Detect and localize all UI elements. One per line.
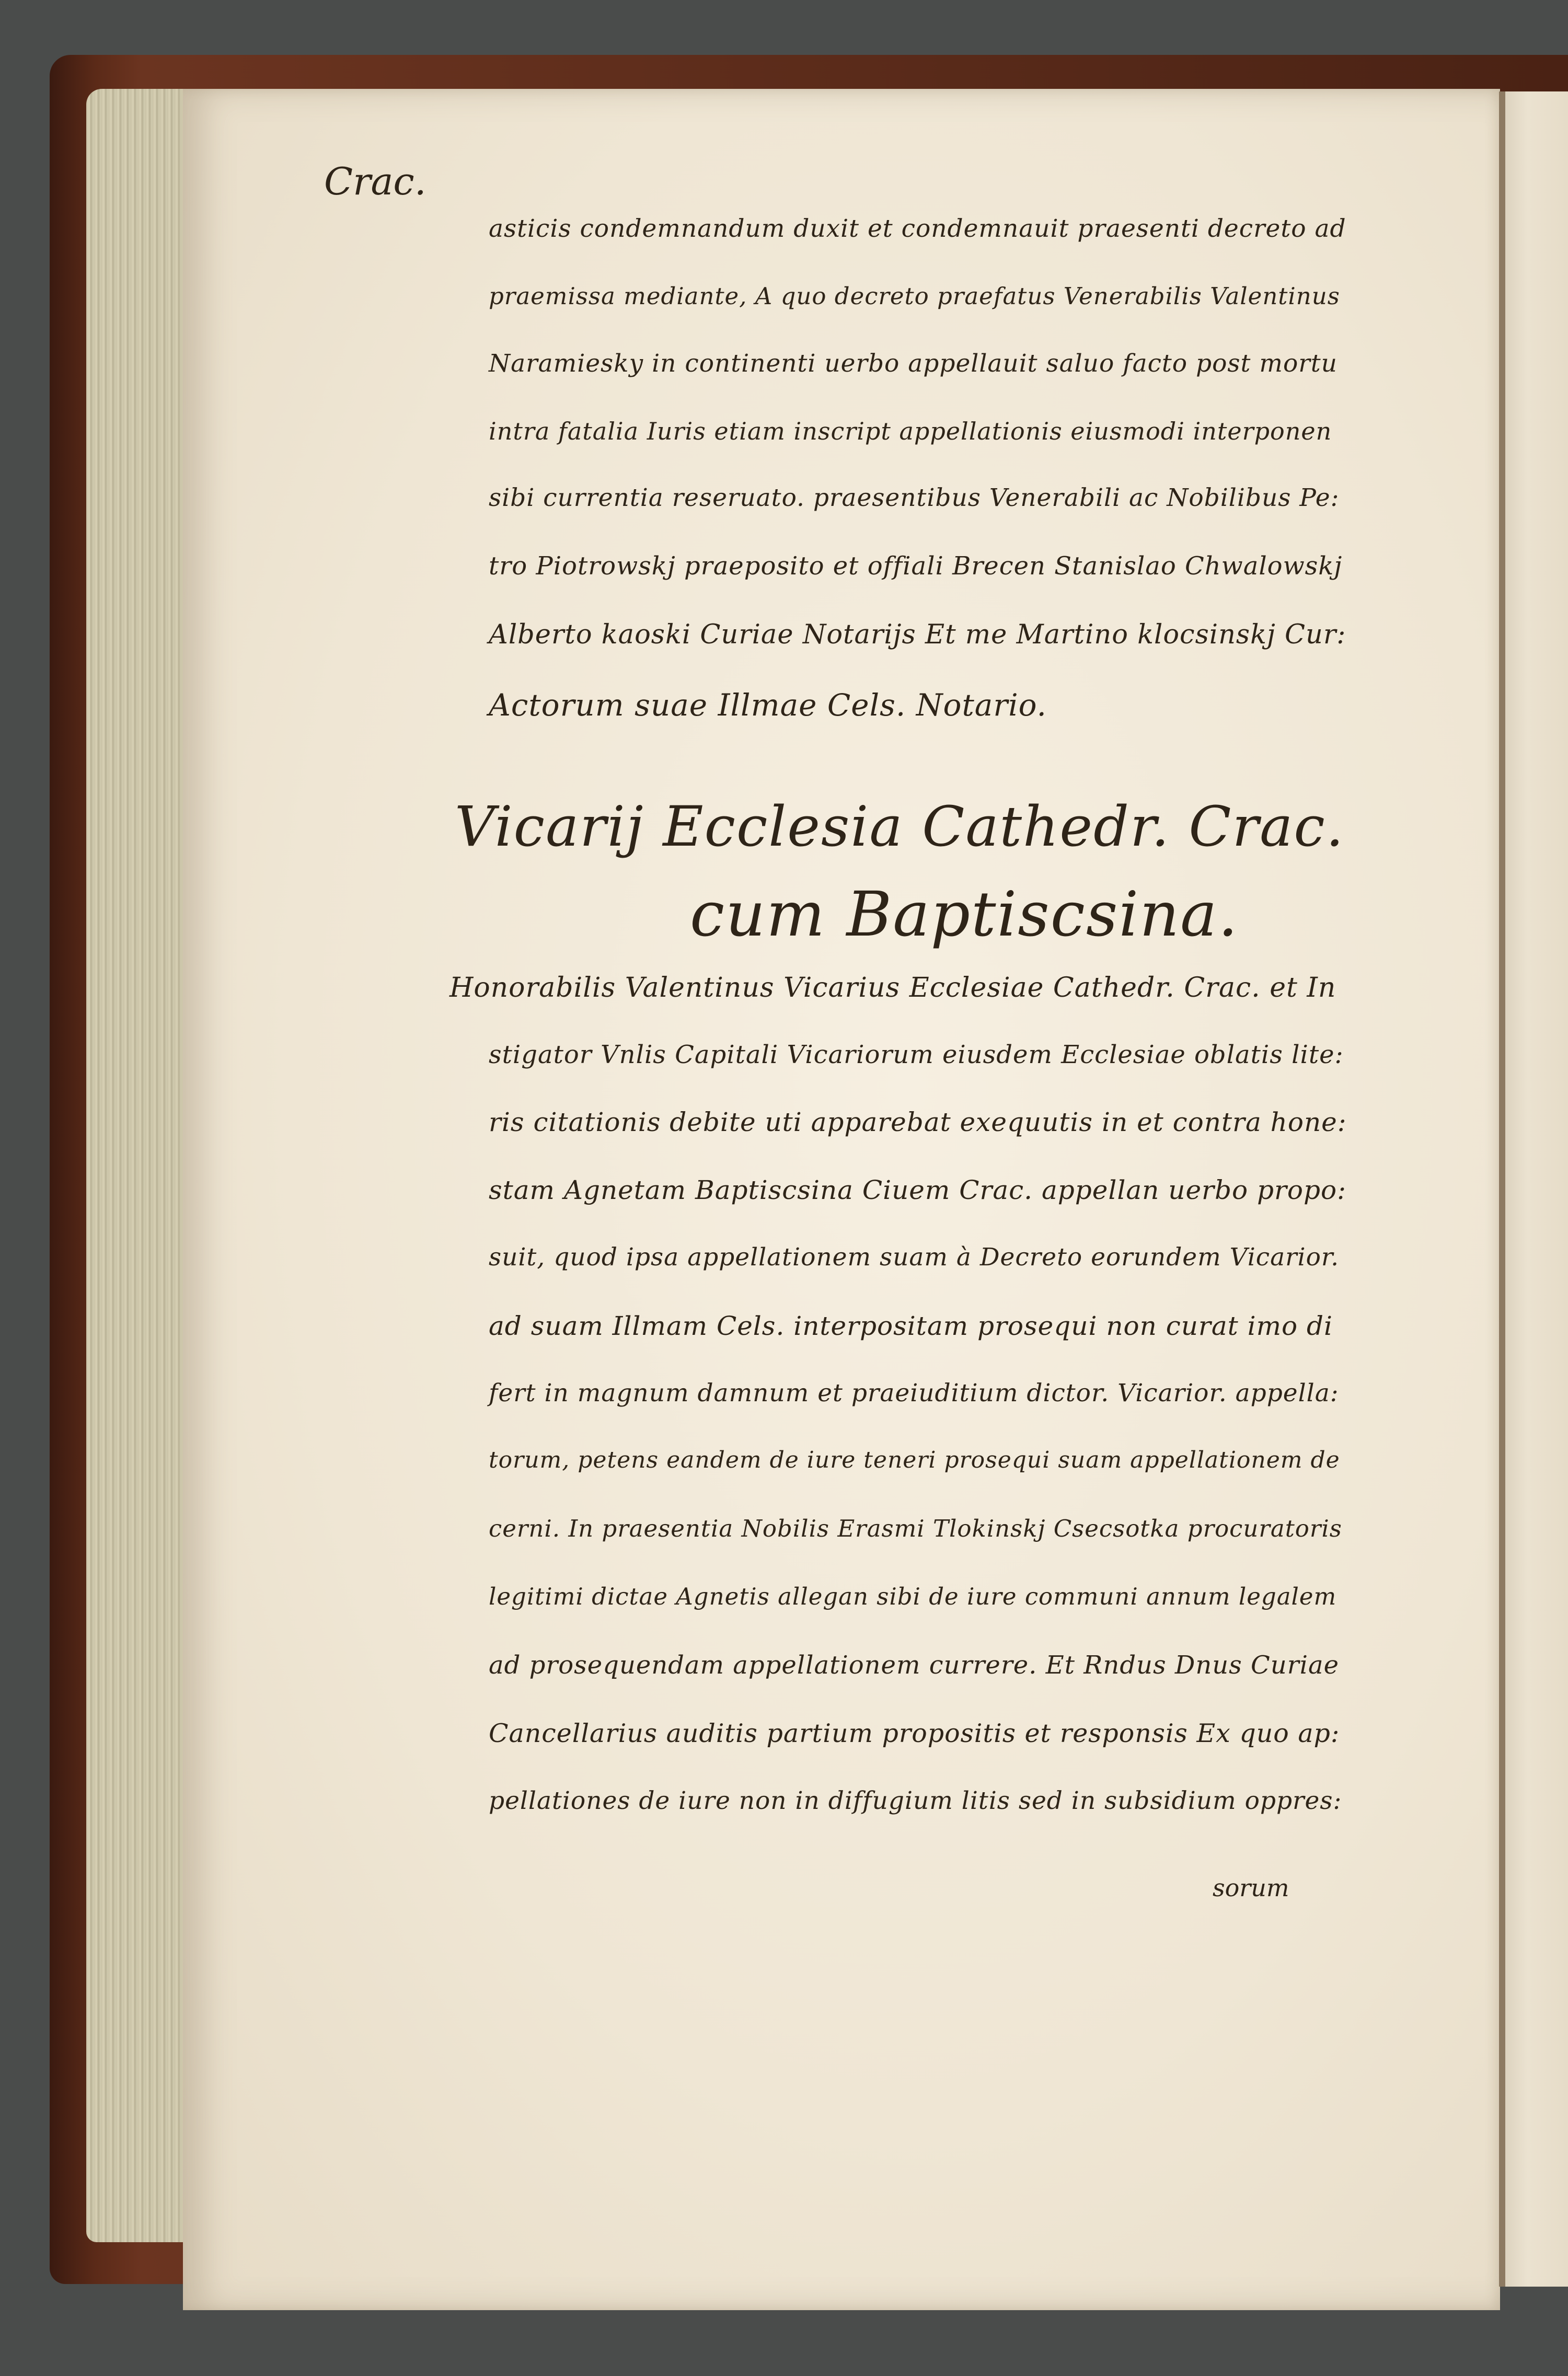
- section-subheading: cum Baptiscsina.: [690, 878, 1239, 950]
- corner-label: Crac.: [324, 159, 426, 203]
- text-line: Honorabilis Valentinus Vicarius Ecclesiae Cathedr. Crac. et In: [449, 972, 1336, 1004]
- text-line: intra fatalia Iuris etiam inscript appellationis eiusmodi interponen: [489, 417, 1332, 445]
- text-line: torum, petens eandem de iure teneri prosequi suam appellationem de: [489, 1447, 1340, 1473]
- text-line: Cancellarius auditis partium propositis et responsis Ex quo ap:: [489, 1718, 1340, 1748]
- text-line: sibi currentia reseruato. praesentibus Venerabili ac Nobilibus Pe:: [489, 483, 1340, 512]
- text-line: Alberto kaoski Curiae Notarijs Et me Martino klocsinskj Cur:: [489, 619, 1346, 650]
- text-line: suit, quod ipsa appellationem suam à Decreto eorundem Vicarior.: [489, 1243, 1340, 1272]
- text-line: legitimi dictae Agnetis allegan sibi de iure communi annum legalem: [489, 1583, 1337, 1610]
- text-line: stigator Vnlis Capitali Vicariorum eiusdem Ecclesiae oblatis lite:: [489, 1040, 1344, 1069]
- page-gutter: [1499, 91, 1505, 2287]
- text-line: fert in magnum damnum et praeiuditium dictor. Vicarior. appella:: [489, 1379, 1339, 1408]
- section-heading: Vicarij Ecclesia Cathedr. Crac.: [455, 794, 1345, 859]
- text-line: cerni. In praesentia Nobilis Erasmi Tlokinskj Csecsotka procuratoris: [489, 1515, 1342, 1542]
- catchword: sorum: [1213, 1874, 1289, 1902]
- facing-page-edge: [1500, 91, 1568, 2287]
- text-line: stam Agnetam Baptiscsina Ciuem Crac. appellan uerbo propo:: [489, 1175, 1346, 1205]
- text-line: ad suam Illmam Cels. interpositam prosequi non curat imo di: [489, 1311, 1333, 1341]
- text-line: tro Piotrowskj praeposito et offiali Brecen Stanislao Chwalowskj: [489, 551, 1343, 581]
- text-line: ris citationis debite uti apparebat exequutis in et contra hone:: [489, 1107, 1347, 1137]
- text-line: Naramiesky in continenti uerbo appellauit saluo facto post mortu: [489, 349, 1338, 378]
- text-line: asticis condemnandum duxit et condemnauit praesenti decreto ad: [489, 214, 1346, 243]
- text-line: praemissa mediante, A quo decreto praefatus Venerabilis Valentinus: [489, 282, 1340, 310]
- text-line: ad prosequendam appellationem currere. Et Rndus Dnus Curiae: [489, 1651, 1340, 1680]
- text-line: pellationes de iure non in diffugium litis sed in subsidium oppres:: [489, 1786, 1342, 1815]
- text-line: Actorum suae Illmae Cels. Notario.: [489, 687, 1047, 723]
